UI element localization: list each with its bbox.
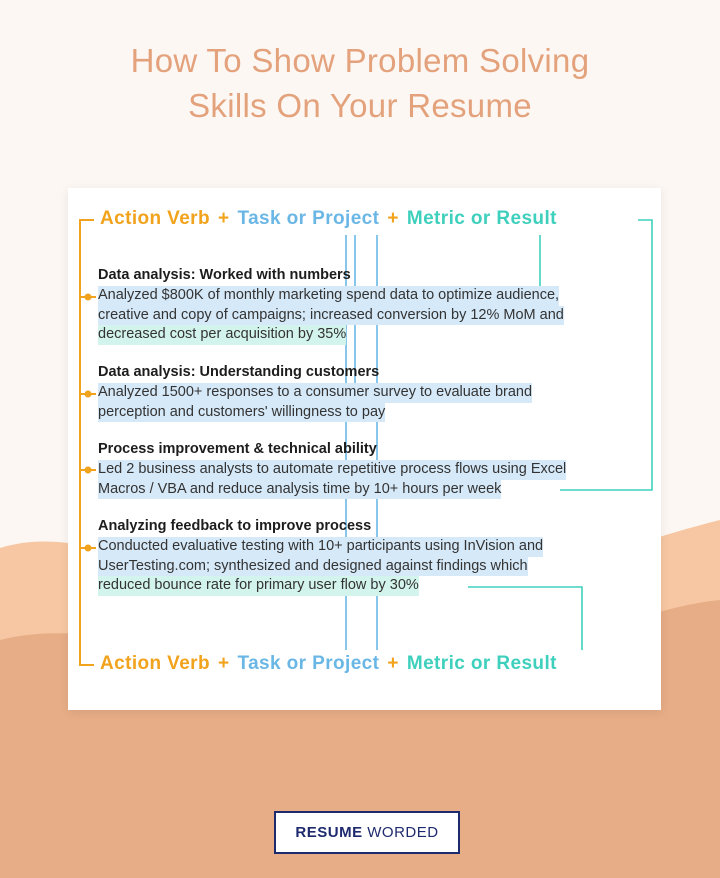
- formula-top: [100, 208, 557, 230]
- formula-task-or-project: Task or Project: [237, 208, 380, 229]
- title-line-2: Skills On Your Resume: [188, 87, 532, 124]
- section-worked-with-numbers: [98, 267, 638, 345]
- section-title: Analyzing feedback to improve process: [98, 518, 372, 534]
- formula-action-verb: Action Verb: [100, 653, 210, 674]
- page-title: [0, 38, 720, 128]
- bullet-line: Macros / VBA and reduce analysis time by 10+ hours per week: [98, 480, 501, 500]
- formula-task-or-project: Task or Project: [237, 653, 380, 674]
- section-title: Process improvement & technical ability: [98, 441, 377, 457]
- bullet-line: creative and copy of campaigns; increased conversion by 12% MoM and: [98, 306, 564, 326]
- section-title: Data analysis: Worked with numbers: [98, 267, 351, 283]
- formula-bottom: [100, 653, 557, 675]
- resume-worded-logo: [274, 811, 460, 854]
- bullet-line: Analyzed $800K of monthly marketing spend data to optimize audience,: [98, 286, 559, 306]
- formula-plus: +: [387, 653, 399, 674]
- formula-plus: +: [217, 208, 230, 229]
- logo-bold-text: RESUME: [295, 824, 363, 841]
- bullet-line: decreased cost per acquisition by 35%: [98, 325, 346, 345]
- bullet-line: Analyzed 1500+ responses to a consumer survey to evaluate brand: [98, 383, 532, 403]
- formula-metric-or-result: Metric or Result: [406, 653, 557, 674]
- formula-plus: +: [217, 653, 230, 674]
- bullet-line: UserTesting.com; synthesized and designed against findings which: [98, 557, 528, 577]
- bullet-line: reduced bounce rate for primary user flow by 30%: [98, 576, 419, 596]
- bullet-line: perception and customers' willingness to pay: [98, 403, 385, 423]
- formula-action-verb: Action Verb: [100, 208, 210, 229]
- section-analyzing-feedback: [98, 518, 638, 596]
- section-understanding-customers: [98, 364, 638, 422]
- logo-regular-text: WORDED: [367, 824, 439, 841]
- formula-plus: +: [387, 208, 399, 229]
- section-title: Data analysis: Understanding customers: [98, 364, 380, 380]
- section-process-improvement: [98, 441, 638, 499]
- formula-metric-or-result: Metric or Result: [406, 208, 557, 229]
- bullet-line: Led 2 business analysts to automate repetitive process flows using Excel: [98, 460, 566, 480]
- bullet-line: Conducted evaluative testing with 10+ participants using InVision and: [98, 537, 543, 557]
- title-line-1: How To Show Problem Solving: [130, 42, 590, 79]
